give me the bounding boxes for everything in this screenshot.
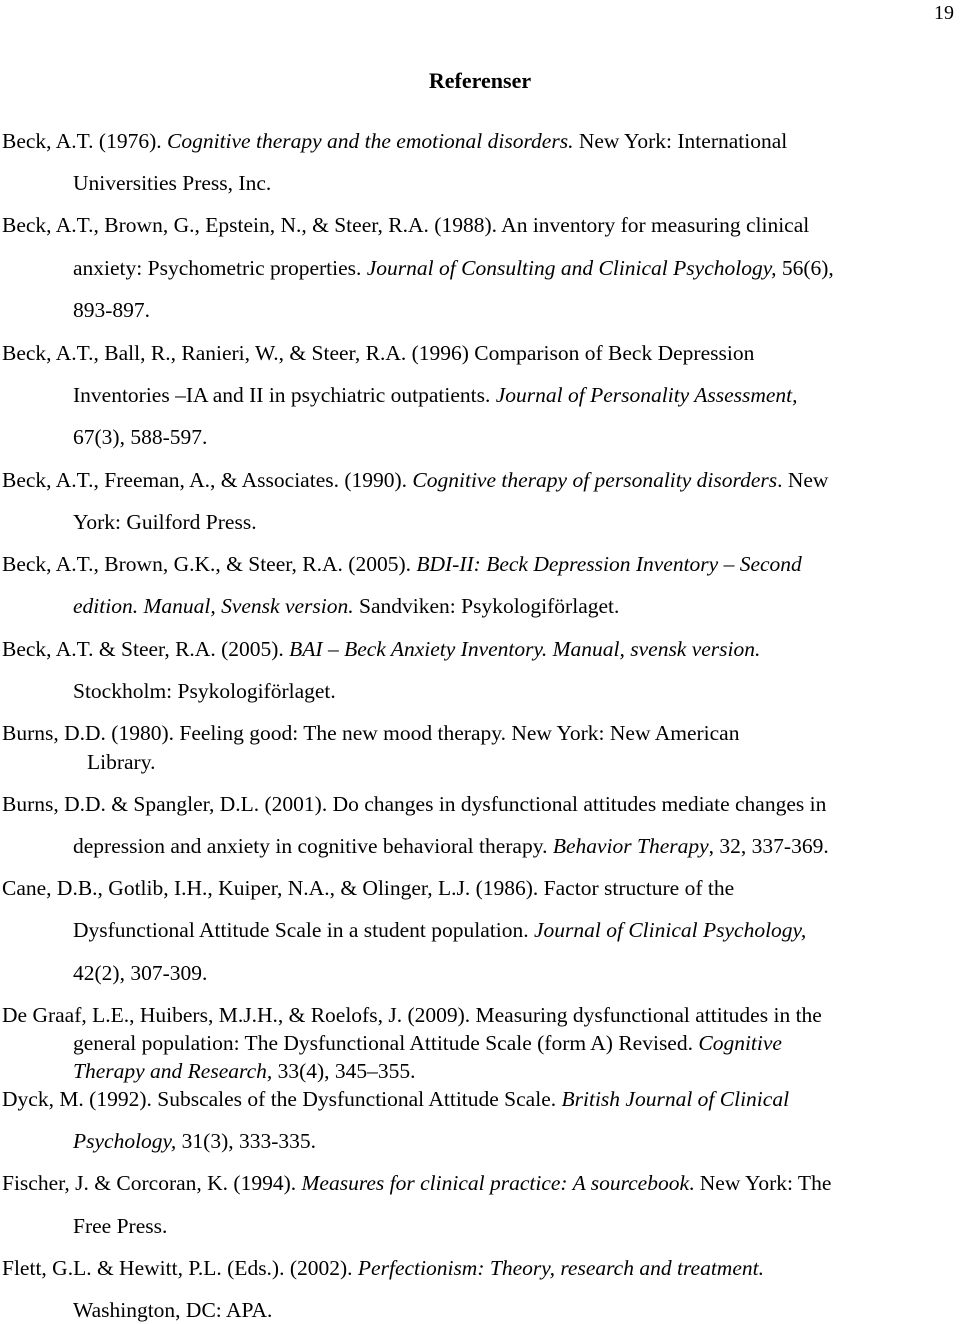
reference-line	[73, 297, 150, 323]
reference-text: Dyck, M. (1992). Subscales of the Dysfunctional Attitude Scale.	[2, 1087, 562, 1111]
reference-text: Beck, A.T. & Steer, R.A. (2005).	[2, 637, 290, 661]
reference-title-italic: Psychology,	[73, 1129, 177, 1153]
reference-title-italic: Measures for clinical practice: A sourcebook	[301, 1171, 690, 1195]
reference-title-italic: Cognitive therapy of personality disorders	[412, 468, 778, 492]
reference-line	[2, 1170, 831, 1196]
reference-text: Beck, A.T., Brown, G., Epstein, N., & Steer, R.A. (1988). An inventory for measuring clinical	[2, 213, 810, 237]
reference-text: 67(3), 588-597.	[73, 425, 208, 449]
reference-text: Beck, A.T., Freeman, A., & Associates. (1990).	[2, 468, 413, 492]
reference-line	[2, 1255, 764, 1281]
reference-text: Dysfunctional Attitude Scale in a student population.	[73, 918, 534, 942]
reference-line	[73, 1128, 316, 1154]
reference-line	[73, 960, 207, 986]
reference-line	[73, 509, 257, 535]
reference-line	[73, 1213, 167, 1239]
reference-line	[2, 128, 787, 154]
reference-text: Beck, A.T. (1976).	[2, 129, 167, 153]
reference-title-italic: Cognitive therapy and the emotional disorders.	[167, 129, 574, 153]
reference-line	[73, 917, 806, 943]
reference-line	[73, 1030, 782, 1056]
reference-line	[2, 340, 754, 366]
reference-text: anxiety: Psychometric properties.	[73, 256, 367, 280]
reference-text: Burns, D.D. & Spangler, D.L. (2001). Do changes in dysfunctional attitudes mediate changes in	[2, 792, 827, 816]
reference-text: Universities Press, Inc.	[73, 171, 272, 195]
reference-text: Free Press.	[73, 1214, 168, 1238]
reference-line	[2, 551, 802, 577]
reference-text: 31(3), 333-335.	[176, 1129, 317, 1153]
reference-text: 56(6),	[776, 256, 834, 280]
reference-line	[2, 791, 826, 817]
reference-text: Library.	[87, 750, 156, 774]
reference-text: De Graaf, L.E., Huibers, M.J.H., & Roelofs, J. (2009). Measuring dysfunctional attitudes in the	[2, 1003, 822, 1027]
reference-text: Beck, A.T., Brown, G.K., & Steer, R.A. (2005).	[2, 552, 417, 576]
reference-text: general population: The Dysfunctional Attitude Scale (form A) Revised.	[73, 1031, 699, 1055]
reference-text: 893-897.	[73, 298, 151, 322]
reference-text: depression and anxiety in cognitive behavioral therapy.	[73, 834, 553, 858]
reference-text: 33(4), 345–355.	[272, 1059, 416, 1083]
reference-text: Cane, D.B., Gotlib, I.H., Kuiper, N.A., & Olinger, L.J. (1986). Factor structure of the	[2, 876, 735, 900]
reference-title-italic: Cognitive	[698, 1031, 782, 1055]
reference-line	[73, 1058, 416, 1084]
reference-line	[2, 1002, 822, 1028]
reference-text: . New	[777, 468, 829, 492]
reference-text: Flett, G.L. & Hewitt, P.L. (Eds.). (2002).	[2, 1256, 358, 1280]
page-title: Referenser	[428, 68, 532, 93]
reference-title-italic: Behavior Therapy	[552, 834, 709, 858]
reference-title-italic: BDI-II: Beck Depression Inventory – Second	[416, 552, 802, 576]
reference-text: . New York: The	[689, 1171, 832, 1195]
reference-title-italic: Journal of Consulting and Clinical Psychology,	[366, 256, 777, 280]
reference-line	[73, 593, 619, 619]
page-number: 19	[934, 2, 954, 24]
reference-title-italic: Journal of Personality Assessment,	[495, 383, 798, 407]
reference-line	[73, 1297, 272, 1323]
reference-line	[2, 720, 739, 746]
reference-title-italic: Therapy and Research,	[73, 1059, 273, 1083]
reference-title-italic: British Journal of Clinical	[561, 1087, 790, 1111]
reference-text: Fischer, J. & Corcoran, K. (1994).	[2, 1171, 302, 1195]
reference-line	[73, 170, 271, 196]
reference-text: Beck, A.T., Ball, R., Ranieri, W., & Steer, R.A. (1996) Comparison of Beck Depression	[2, 341, 755, 365]
reference-text: Burns, D.D. (1980). Feeling good: The new mood therapy. New York: New American	[2, 721, 740, 745]
reference-line	[2, 636, 760, 662]
reference-line	[2, 467, 828, 493]
reference-text: Washington, DC: APA.	[73, 1298, 273, 1322]
reference-text: 42(2), 307-309.	[73, 961, 208, 985]
reference-line	[2, 875, 734, 901]
reference-title-italic: Journal of Clinical Psychology,	[533, 918, 807, 942]
reference-text: Sandviken: Psykologiförlaget.	[353, 594, 620, 618]
reference-line	[73, 678, 336, 704]
reference-line	[73, 382, 798, 408]
reference-line	[73, 255, 834, 281]
reference-line	[2, 1086, 789, 1112]
reference-text: New York: International	[573, 129, 788, 153]
reference-line	[73, 424, 207, 450]
reference-text: York: Guilford Press.	[73, 510, 257, 534]
reference-text: , 32, 337-369.	[708, 834, 829, 858]
reference-text: Stockholm: Psykologiförlaget.	[73, 679, 336, 703]
reference-title-italic: BAI – Beck Anxiety Inventory. Manual, svensk version.	[289, 637, 761, 661]
reference-line	[2, 212, 809, 238]
reference-title-italic: edition. Manual, Svensk version.	[73, 594, 354, 618]
reference-title-italic: Perfectionism: Theory, research and treatment.	[357, 1256, 764, 1280]
reference-text: Inventories –IA and II in psychiatric outpatients.	[73, 383, 496, 407]
reference-line	[87, 749, 155, 775]
reference-line	[73, 833, 829, 859]
